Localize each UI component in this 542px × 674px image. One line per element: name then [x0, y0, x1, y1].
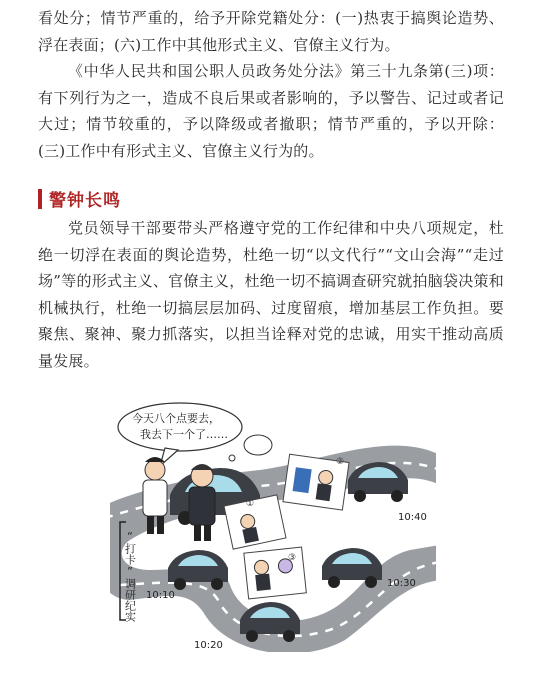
cartoon-illustration — [110, 400, 436, 652]
official-figure-2 — [189, 464, 215, 541]
thought-bubble-large — [244, 435, 272, 455]
heading-accent-bar — [38, 189, 42, 209]
photo-number-2: ② — [336, 457, 345, 467]
car-1030 — [322, 548, 382, 588]
vertical-cartoon-title: “打卡”调研纪实 — [123, 530, 137, 622]
paragraph-2: 《中华人民共和国公职人员政务处分法》第三十九条第(三)项：有下列行为之一，造成不良后果或者影响的，予以警告、记过或者记大过；情节较重的，予以降级或者撤职；情节严重的，予以开除：(三)工作中有形式主义、官僚主义行为的。 — [38, 62, 504, 160]
time-label-1030: 10:30 — [387, 578, 416, 589]
speech-bubble — [118, 403, 242, 451]
paragraph-1: 看处分；情节严重的，给予开除党籍处分：(一)热衷于搞舆论造势、浮在表面；(六)工作中其他形式主义、官僚主义行为。 — [38, 9, 504, 54]
speech-line-1: 今天八个点要去， — [132, 412, 220, 425]
section-title: 警钟长鸣 — [49, 191, 121, 211]
paragraph-3: 党员领导干部要带头严格遵守党的工作纪律和中央八项规定，杜绝一切浮在表面的舆论造势，杜绝一切“以文代行”“文山会海”“走过场”等的形式主义、官僚主义，杜绝一切不搞调查研究就拍脑袋决策和机械执行，杜绝一切搞层层加码、过度留痕，增加基层工作负担。要聚焦、聚神、聚力抓落实，以担当诠释对党的忠诚，用实干推动高质量发展。 — [38, 219, 504, 370]
photo-number-1: ① — [246, 499, 255, 509]
section-heading — [38, 186, 121, 211]
photo-number-3: ③ — [288, 553, 297, 563]
time-label-1020: 10:20 — [194, 640, 223, 651]
cartoon-svg — [110, 400, 436, 652]
photo-frame-3 — [244, 547, 306, 599]
time-label-1010: 10:10 — [146, 590, 175, 601]
time-label-1040: 10:40 — [398, 512, 427, 523]
speech-line-2: 我去下一个了…… — [140, 428, 228, 441]
thought-bubble-small — [229, 455, 235, 461]
